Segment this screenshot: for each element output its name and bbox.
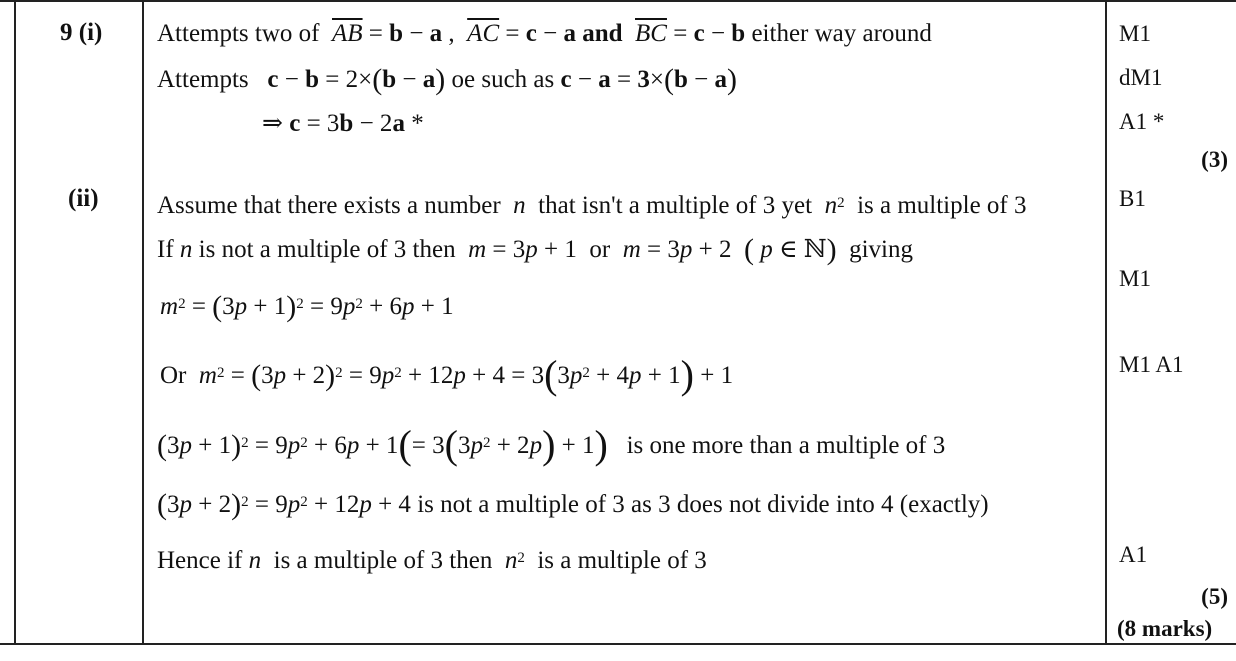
total-part-ii: (5) <box>1201 584 1228 609</box>
giving-text: giving <box>849 236 913 263</box>
part-i-line-1 <box>157 21 932 46</box>
n-squared: $n^2$ <box>824 192 845 219</box>
part-ii-line-5 <box>157 420 946 467</box>
mark-ii-2: M1 <box>1119 266 1151 291</box>
if-text: If <box>157 236 174 263</box>
part-i-line-3 <box>262 111 424 136</box>
part-ii-line-7 <box>157 548 707 573</box>
equation-c-minus-a: c − a = 3×(b − a) <box>560 63 737 96</box>
table-top-border <box>0 0 1236 2</box>
part-i-line-1-prefix: Attempts two of <box>157 20 320 47</box>
equation-c-minus-b: c − b = 2×(b − a) <box>267 63 446 96</box>
hence-text-a: Hence if <box>157 547 243 574</box>
mark-i-1: M1 <box>1119 21 1151 46</box>
mark-ii-1: B1 <box>1119 186 1146 211</box>
or-text: or <box>589 236 611 263</box>
question-number-ii: (ii) <box>68 185 99 212</box>
table-bottom-border <box>0 643 1236 645</box>
assume-text-a: Assume that there exists a number <box>157 192 501 219</box>
total-part-i: (3) <box>1201 147 1228 172</box>
table-left-border <box>14 0 16 645</box>
var-n: n <box>179 236 193 263</box>
m-equals-3p-plus-2: m = 3p + 2 ( p ∈ ℕ) <box>622 233 837 266</box>
hence-text-c: is a multiple of 3 <box>537 547 707 574</box>
expansion-3p-plus-2-short: $(3p + 2)^2 = 9p^2 + 12p + 4$ <box>157 488 411 521</box>
mark-i-2: dM1 <box>1119 65 1163 90</box>
var-n: n <box>506 192 532 219</box>
not-multiple-text: is not a multiple of 3 then <box>198 236 456 263</box>
grand-total: (8 marks) <box>1117 616 1213 641</box>
hence-text-b: is a multiple of 3 then <box>273 547 493 574</box>
part-i-line-2 <box>157 63 737 96</box>
one-more-text: is one more than a multiple of 3 <box>626 432 946 459</box>
part-ii-line-6 <box>157 488 989 521</box>
mark-i-3: A1 * <box>1119 109 1165 134</box>
part-ii-line-1 <box>157 193 1027 218</box>
var-n: n <box>248 547 268 574</box>
part-ii-line-2 <box>157 233 913 266</box>
part-ii-line-4 <box>160 350 734 397</box>
expansion-3p-plus-1: $(3p + 1)^2 = 9p^2 + 6p + 1(= 3(3p^2 + 2p) + 1)$ <box>157 422 608 467</box>
part-ii-line-3: $m^2 = (3p + 1)^2 = 9p^2 + 6p + 1$ <box>160 290 454 323</box>
part-i-line-1-suffix: either way around <box>751 20 932 47</box>
n-squared: $n^2$ <box>504 547 525 574</box>
result-equation: ⇒ c = 3b − 2a <box>262 110 405 137</box>
assume-text-c: is a multiple of 3 <box>857 192 1027 219</box>
result-star: * <box>411 110 424 137</box>
mark-ii-4: A1 <box>1119 542 1148 567</box>
part-i-line-2-prefix: Attempts <box>157 66 249 93</box>
question-number-i: 9 (i) <box>60 19 103 46</box>
assume-text-b: that isn't a multiple of 3 yet <box>538 192 813 219</box>
expansion-3p-plus-2: $m^2 = (3p + 2)^2 = 9p^2 + 12p + 4 = 3(3p^2 + 4p + 1) + 1$ <box>198 352 734 397</box>
vector-equations: $\overline{AB} = b - a$ , $\overline{AC} = c - a$ and $\overline{BC} = c - b$ <box>332 20 746 47</box>
part-i-line-2-mid: oe such as <box>451 66 555 93</box>
column-divider-1 <box>142 0 144 645</box>
mark-ii-3: M1 A1 <box>1119 352 1184 377</box>
or-label: Or <box>160 362 187 389</box>
not-multiple-reason: is not a multiple of 3 as 3 does not divide into 4 (exactly) <box>417 491 989 518</box>
m-equals-3p-plus-1: m = 3p + 1 <box>468 236 584 263</box>
column-divider-2 <box>1105 0 1107 645</box>
